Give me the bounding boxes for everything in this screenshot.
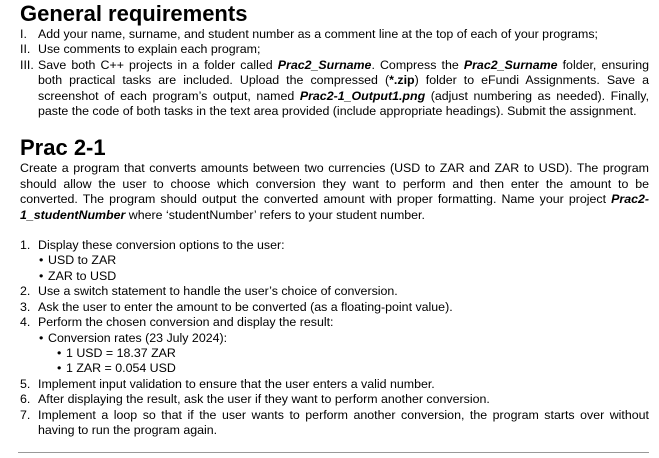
rates-list <box>48 346 649 377</box>
step-number: 4. <box>20 315 31 330</box>
requirement-number: III. <box>20 57 34 72</box>
folder-name-emphasis: Prac2_Surname <box>277 57 372 72</box>
step-item-3 <box>20 300 649 315</box>
requirement-text: (adjust numbering as needed). Finally, paste the code of both tasks in the text area provided (include appropriate headings). Submit the assignment. <box>38 88 650 119</box>
requirement-number: II. <box>20 42 31 57</box>
step-number: 5. <box>20 376 31 391</box>
conversion-option: • USD to ZAR <box>39 253 117 268</box>
step-item-2 <box>20 284 649 299</box>
step-item-7 <box>20 408 649 439</box>
step-text: Perform the chosen conversion and display the result: <box>38 315 334 330</box>
step-text: Display these conversion options to the user: <box>38 238 285 253</box>
intro-text: Create a program that converts amounts between two currencies (USD to ZAR and ZAR to USD). The program should allow the user to choose which conversion they want to perform and then enter the amount to be converted. The program should output the converted amount with proper formatting. Name your project <box>20 161 649 207</box>
step-text: Ask the user to enter the amount to be converted (as a floating-point value). <box>38 299 453 314</box>
rate-item: • 1 ZAR = 0.054 USD <box>57 361 176 376</box>
conversion-option: • ZAR to USD <box>39 268 117 283</box>
general-requirements-list <box>20 27 649 119</box>
conversion-options-list <box>38 253 649 284</box>
requirement-text: . Compress the <box>371 57 464 72</box>
step-item-6 <box>20 392 649 407</box>
requirement-text: Use comments to explain each program; <box>38 42 261 57</box>
step-text: Implement a loop so that if the user wants to perform another conversion, the program starts over without having to run the program again. <box>38 407 649 437</box>
prac-heading: Prac 2-1 <box>20 135 106 161</box>
bullet-icon: • <box>57 361 62 376</box>
folder-name-emphasis: Prac2_Surname <box>463 57 558 72</box>
requirement-item-1 <box>20 27 649 42</box>
rate-item: • 1 USD = 18.37 ZAR <box>57 345 176 360</box>
zip-extension-emphasis: *.zip <box>389 73 415 88</box>
general-requirements-heading: General requirements <box>20 1 248 26</box>
bullet-icon: • <box>39 330 44 345</box>
screenshot-name-emphasis: Prac2-1_Output1.png <box>299 88 426 103</box>
step-item-4 <box>20 315 649 377</box>
step-number: 3. <box>20 299 31 314</box>
step-text: After displaying the result, ask the user if they want to perform another conversion. <box>38 392 490 407</box>
conversion-rates-list <box>38 331 649 377</box>
requirement-text: Add your name, surname, and student number as a comment line at the top of each of your programs; <box>38 27 598 41</box>
requirement-text: Save both C++ projects in a folder called <box>38 57 278 72</box>
requirement-number: I. <box>20 27 27 41</box>
step-text: Use a switch statement to handle the user’s choice of conversion. <box>38 284 398 299</box>
requirement-text: folder, ensuring both practical tasks are included. Upload the compressed ( <box>38 57 649 88</box>
step-item-5 <box>20 377 649 392</box>
step-number: 2. <box>20 284 31 299</box>
step-item-1 <box>20 238 649 284</box>
requirement-item-2 <box>20 42 649 57</box>
bullet-icon: • <box>39 268 44 283</box>
requirement-text: ) folder to eFundi Assignments. Save a screenshot of each program’s output, named <box>38 73 649 103</box>
project-name-emphasis: Prac2-1_studentNumber <box>20 192 649 222</box>
step-number: 7. <box>20 407 31 422</box>
bullet-icon: • <box>39 253 44 268</box>
intro-text: where ‘studentNumber’ refers to your student number. <box>125 207 425 222</box>
step-number: 1. <box>20 238 31 253</box>
requirement-item-3 <box>20 58 649 120</box>
step-number: 6. <box>20 392 31 407</box>
step-text: Implement input validation to ensure that the user enters a valid number. <box>38 376 435 391</box>
conversion-rates-label: • Conversion rates (23 July 2024): • 1 USD = 18.37 ZAR • 1 ZAR = 0.054 USD <box>38 331 649 377</box>
task-steps-list <box>20 238 649 438</box>
bottom-divider <box>18 452 649 453</box>
bullet-icon: • <box>57 345 62 360</box>
prac-intro <box>20 161 649 223</box>
